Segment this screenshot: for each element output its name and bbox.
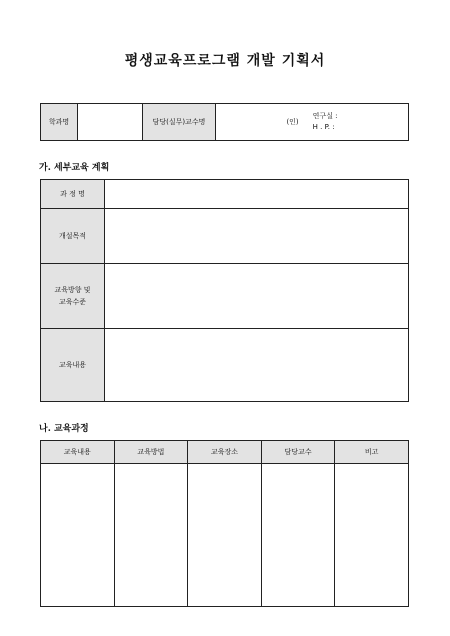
direction-label [41,264,105,329]
curriculum-table [40,440,409,607]
direction-label-line2: 교육수준 [58,298,87,306]
department-label: 학과명 [41,104,78,141]
education-plan-table [40,179,409,402]
purpose-label: 개설목적 [41,209,105,264]
instructor-cell[interactable] [261,464,335,607]
column-header: 비고 [335,441,409,464]
column-header: 교육내용 [41,441,115,464]
direction-field[interactable] [105,264,409,329]
curriculum-header-row [41,441,409,464]
department-field[interactable] [78,104,143,141]
section-a-heading: 가. 세부교육 계획 [39,163,110,173]
content-field[interactable] [105,329,409,402]
professor-label: 담당(실무)교수명 [143,104,216,141]
curriculum-body-row [41,464,409,607]
section-b-heading: 나. 교육과정 [39,424,89,434]
seal-label: (인) [286,118,299,126]
header-info-table [40,103,409,141]
location-cell[interactable] [188,464,262,607]
phone-label: H . P. : [312,123,335,131]
document-title: 평생교육프로그램 개발 기획서 [124,53,326,69]
column-header: 교육방법 [114,441,188,464]
content-cell[interactable] [41,464,115,607]
professor-contact-cell[interactable] [216,104,409,141]
purpose-field[interactable] [105,209,409,264]
column-header: 교육장소 [188,441,262,464]
direction-label-line1: 교육방향 및 [54,286,91,294]
office-label: 연구실 : [312,112,338,120]
course-name-label: 과 정 명 [41,180,105,209]
course-name-field[interactable] [105,180,409,209]
remarks-cell[interactable] [335,464,409,607]
column-header: 담당교수 [261,441,335,464]
content-label: 교육내용 [41,329,105,402]
method-cell[interactable] [114,464,188,607]
